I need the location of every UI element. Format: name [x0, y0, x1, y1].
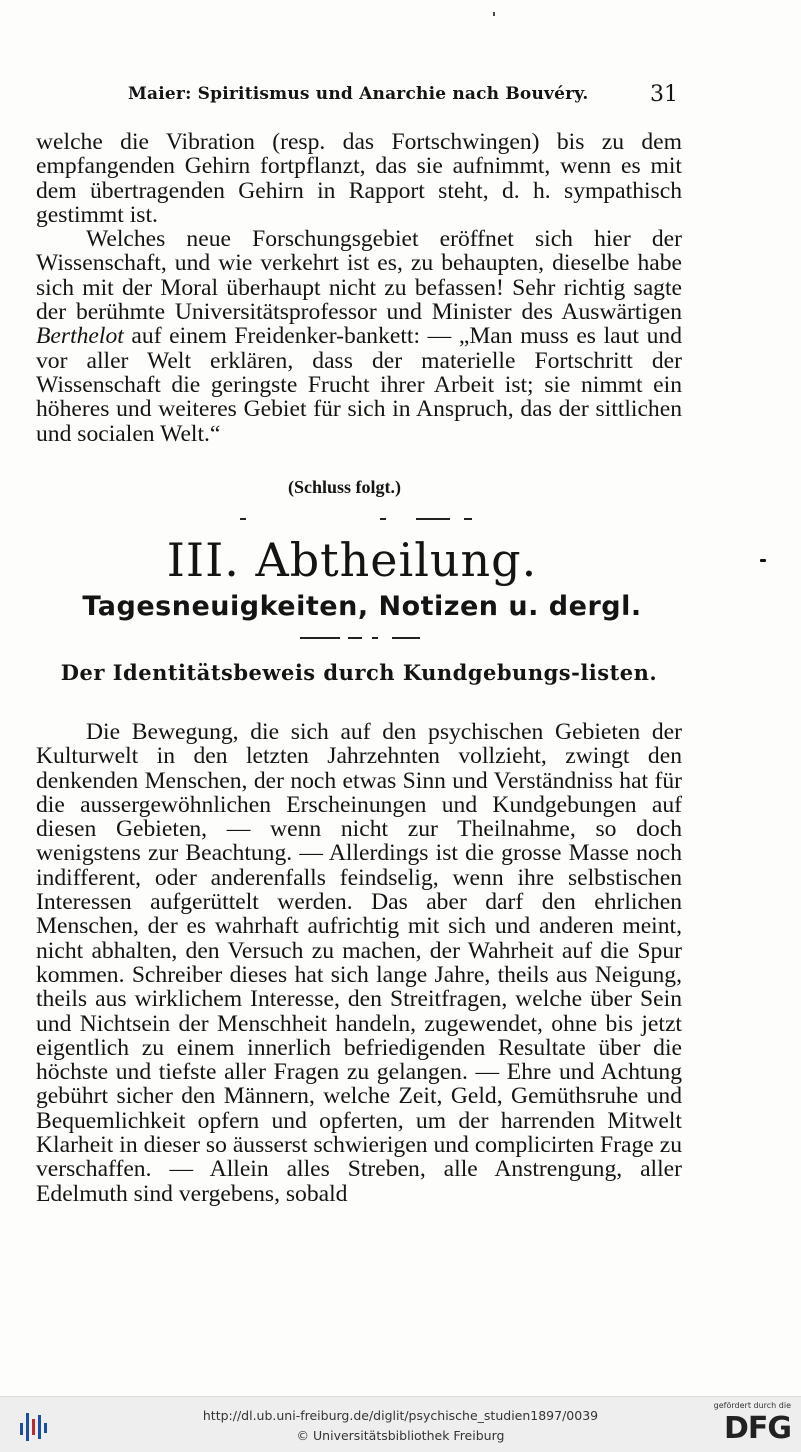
emphasis-name: Berthelot	[36, 323, 124, 350]
sponsor-block	[705, 1401, 791, 1449]
divider-dash	[464, 518, 472, 520]
paragraph	[36, 227, 682, 446]
copyright-notice: © Universitätsbibliothek Freiburg	[296, 1428, 505, 1443]
text-run: Welches neue Forschungsgebiet eröffnet sich hier der Wissenschaft, und wie verkehrt ist es, zu behaupten, dieselbe habe sich mit der Moral überhaupt nicht zu befassen! Sehr richtig sagte der berühmte Universitätsprofessor und Minister des Auswärtigen	[36, 226, 682, 326]
scan-speck	[493, 12, 495, 16]
divider-dash	[240, 518, 246, 520]
section-subtitle: Tagesneuigkeiten, Notizen u. dergl.	[82, 591, 642, 622]
scan-speck	[760, 559, 766, 562]
divider-dash	[416, 518, 450, 520]
ornament-rule	[300, 636, 420, 640]
continued-text-block	[36, 130, 682, 446]
text-run: auf einem Freidenker-bankett: — „Man muss es laut und vor aller Welt erklären, dass der materielle Fortschritt der Wissenschaft die geringste Frucht ihrer Arbeit ist; sie nimmt ein höheres und weiteres Gebiet für sich in Anspruch, das der sittlichen und socialen Welt.“	[36, 323, 682, 447]
article-body	[36, 720, 682, 1206]
section-title: III. Abtheilung.	[166, 533, 538, 587]
section-divider	[240, 518, 480, 524]
running-head-title: Maier: Spiritismus und Anarchie nach Bouvéry.	[128, 84, 589, 104]
dfg-logo: DFG	[723, 1411, 791, 1446]
divider-dash	[380, 518, 386, 520]
paragraph: welche die Vibration (resp. das Fortschwingen) bis zu dem empfangenden Gehirn fortpflanzt, das sie aufnimmt, wenn es mit dem übertragenden Gehirn in Rapport steht, d. h. sympathisch gestimmt ist.	[36, 129, 682, 228]
page-number: 31	[650, 82, 678, 107]
article-title: Der Identitätsbeweis durch Kundgebungs-listen.	[60, 660, 658, 685]
viewer-footer	[0, 1396, 801, 1452]
running-head	[36, 82, 680, 112]
permalink-url[interactable]: http://dl.ub.uni-freiburg.de/diglit/psychische_studien1897/0039	[202, 1408, 599, 1423]
sponsor-note: gefördert durch die	[713, 1401, 791, 1410]
to-be-continued-note: (Schluss folgt.)	[288, 477, 402, 497]
paragraph: Die Bewegung, die sich auf den psychischen Gebieten der Kulturwelt in den letzten Jahrzehnten vollzieht, zwingt den denkenden Menschen, der noch etwas Sinn und Verständniss hat für die aussergewöhnlichen Erscheinungen und Kundgebungen auf diesen Gebieten, — wenn nicht zur Theilnahme, so doch wenigstens zur Beachtung. — Allerdings ist die grosse Masse noch indifferent, oder anderenfalls feindselig, wenn ihre selbstischen Interessen aufgerüttelt werden. Das aber darf den ehrlichen Menschen, der es wahrhaft aufrichtig mit sich und anderen meint, nicht abhalten, den Versuch zu machen, der Wahrheit auf die Spur kommen. Schreiber dieses hat sich lange Jahre, theils aus Neigung, theils aus wirklichem Interesse, den Streitfragen, welche über Sein und Nichtsein der Menschheit handeln, zugewendet, ohne bis jetzt eigentlich zu einem innerlich befriedigenden Resultate über die höchste und tiefste aller Fragen zu gelangen. — Ehre und Achtung gebührt sicher den Männern, welche Zeit, Geld, Gemüthsruhe und Bequemlichkeit opfern und opferten, um der harrenden Mitwelt Klarheit in dieser so äusserst schwierigen und complicirten Frage zu verschaffen. — Allein alles Streben, alle Anstrengung, aller Edelmuth sind vergebens, sobald	[36, 719, 682, 1207]
